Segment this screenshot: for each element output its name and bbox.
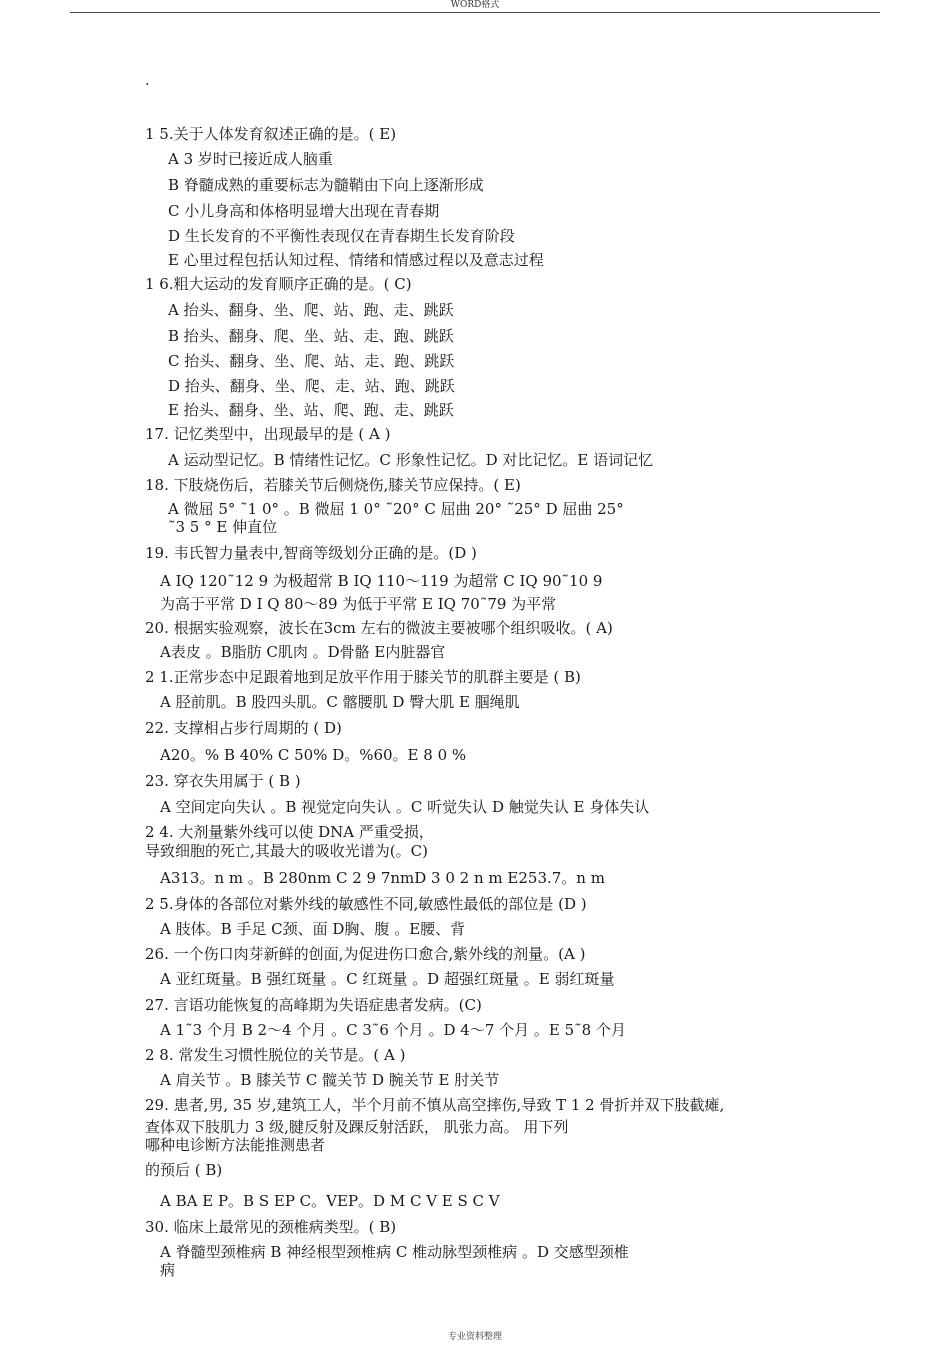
option-line: C 抬头、翻身、坐、爬、站、走、跑、跳跃 [168,352,455,370]
question-line: 的预后 ( B) [145,1161,223,1179]
question-line: 29. 患者,男, 35 岁,建筑工人，半个月前不慎从高空摔伤,导致 T 1 2 骨折并双下肢截瘫, [145,1096,725,1114]
option-line: A 胫前肌。B 股四头肌。C 髂腰肌 D 臀大肌 E 腘绳肌 [160,693,520,711]
option-line: A IQ 120˜12 9 为极超常 B IQ 110～119 为超常 C IQ 90˜10 9 [160,572,603,590]
option-line: D 生长发育的不平衡性表现仅在青春期生长发育阶段 [168,227,515,245]
option-line: A 3 岁时已接近成人脑重 [168,150,333,168]
question-line: 2 5.身体的各部位对紫外线的敏感性不同,敏感性最低的部位是 (D ) [145,895,587,913]
question-line: 1 6.粗大运动的发育顺序正确的是。( C) [145,275,412,293]
option-line: A 运动型记忆。B 情绪性记忆。C 形象性记忆。D 对比记忆。E 语词记忆 [168,451,654,469]
option-line: A 亚红斑量。B 强红斑量 。C 红斑量 。D 超强红斑量 。E 弱红斑量 [160,970,615,988]
question-line: 22. 支撑相占步行周期的 ( D) [145,719,342,737]
question-line: 26. 一个伤口肉芽新鲜的创面,为促进伤口愈合,紫外线的剂量。(A ) [145,945,586,963]
question-line: 1 5.关于人体发育叙述正确的是。( E) [145,125,397,143]
option-line: A 1˜3 个月 B 2～4 个月 。C 3˜6 个月 。D 4～7 个月 。E 5˜8 个月 [160,1021,626,1039]
option-line: A 脊髓型颈椎病 B 神经根型颈椎病 C 椎动脉型颈椎病 。D 交感型颈椎 [160,1243,629,1261]
question-line: 30. 临床上最常见的颈椎病类型。( B) [145,1218,397,1236]
option-line: A 抬头、翻身、坐、爬、站、跑、走、跳跃 [168,301,454,319]
option-line: E 心里过程包括认知过程、情绪和情感过程以及意志过程 [168,251,544,269]
option-line: A表皮 。B脂肪 C肌肉 。D骨骼 E内脏器官 [160,643,446,661]
question-line: 23. 穿衣失用属于 ( B ) [145,772,301,790]
header-divider [70,12,880,13]
question-line: 17. 记忆类型中，出现最早的是 ( A ) [145,425,391,443]
question-line: 导致细胞的死亡,其最大的吸收光谱为(。C) [145,842,428,860]
option-line: A 肩关节 。B 膝关节 C 髋关节 D 腕关节 E 肘关节 [160,1071,500,1089]
option-line: A 微屈 5° ˜1 0° 。B 微屈 1 0° ˜20° C 屈曲 20° ˜25° D 屈曲 25° [168,500,624,518]
option-line: 病 [160,1261,176,1279]
question-line: 2 4. 大剂量紫外线可以使 DNA 严重受损， [145,823,434,841]
page-footer: 专业资料整理 [447,1332,502,1342]
option-line: 为高于平常 D I Q 80～89 为低于平常 E IQ 70˜79 为平常 [160,595,557,613]
option-line: A20。% B 40% C 50% D。%60。E 8 0 % [160,746,467,764]
option-line: C 小儿身高和体格明显增大出现在青春期 [168,202,440,220]
leading-mark: . [145,73,150,89]
question-line: 20. 根据实验观察，波长在3cm 左右的微波主要被哪个组织吸收。( A) [145,619,613,637]
option-line: A313。n m 。B 280nm C 2 9 7nmD 3 0 2 n m E253.7。n m [160,869,605,887]
option-line: ˜3 5 ° E 伸直位 [168,518,278,536]
question-line: 19. 韦氏智力量表中,智商等级划分正确的是。(D ) [145,544,477,562]
question-line: 18. 下肢烧伤后，若膝关节后侧烧伤,膝关节应保持。( E) [145,476,521,494]
option-line: B 脊髓成熟的重要标志为髓鞘由下向上逐渐形成 [168,176,484,194]
option-line: A 肢体。B 手足 C颈、面 D胸、腹 。E腰、背 [160,920,466,938]
question-line: 2 8. 常发生习惯性脱位的关节是。( A ) [145,1046,406,1064]
option-line: A BA E P。B S EP C。VEP。D M C V E S C V [160,1192,500,1210]
option-line: E 抬头、翻身、坐、站、爬、跑、走、跳跃 [168,401,454,419]
page-header: WORD格式 [450,0,500,10]
question-line: 查体双下肢肌力 3 级,腱反射及踝反射活跃， 肌张力高。 用下列 [145,1118,569,1136]
question-line: 哪种电诊断方法能推测患者 [145,1136,326,1154]
question-line: 27. 言语功能恢复的高峰期为失语症患者发病。(C) [145,996,482,1014]
option-line: A 空间定向失认 。B 视觉定向失认 。C 听觉失认 D 触觉失认 E 身体失认 [160,798,650,816]
option-line: D 抬头、翻身、坐、爬、走、站、跑、跳跃 [168,377,455,395]
option-line: B 抬头、翻身、爬、坐、站、走、跑、跳跃 [168,327,454,345]
question-line: 2 1.正常步态中足跟着地到足放平作用于膝关节的肌群主要是 ( B) [145,668,581,686]
